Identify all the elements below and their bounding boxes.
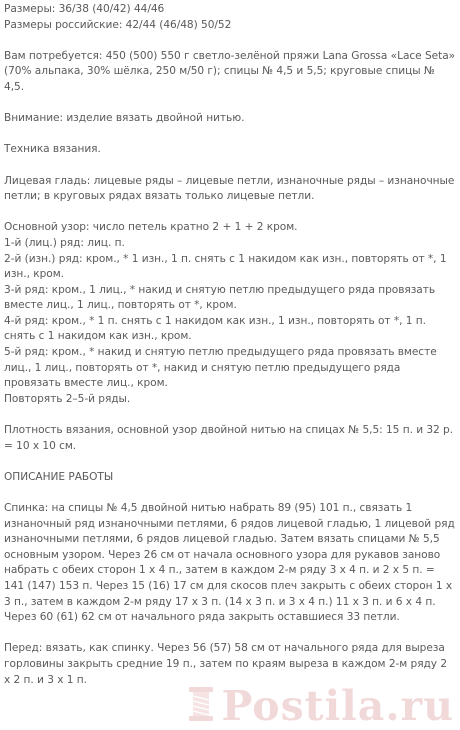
gauge-paragraph: Плотность вязания, основной узор двойной нитью на спицах № 5,5: 15 п. и 32 р. = 10 х 10 см. [4,424,454,452]
sizes-paragraph [4,2,456,33]
pattern-line: 2-й (изн.) ряд: кром., * 1 изн., 1 п. снять с 1 накидом как изн., повторять от *, 1 изн., кром. [4,252,447,281]
watermark-text: Postila.ru [221,682,454,730]
pattern-line: Повторять 2–5-й ряды. [4,392,131,405]
main-pattern-paragraph [4,220,456,407]
russian-sizes-line: Размеры российские: 42/44 (46/48) 50/52 [4,18,232,31]
pattern-line: Основной узор: число петель кратно 2 + 1 + 2 кром. [4,221,298,234]
thread-spool-icon [186,685,216,727]
front-paragraph: Перед: вязать, как спинку. Через 56 (57) 58 см от начального ряда для выреза горловины закрыть средние 19 п., затем по краям выреза в каждом 2-м ряду 2 х 2 п. и 3 х 1 п. [4,642,448,686]
pattern-line: 1-й (лиц.) ряд: лиц. п. [4,236,125,249]
pattern-line: 3-й ряд: кром., 1 лиц., * накид и снятую петлю предыдущего ряда провязать вместе лиц., 1 лиц., повторять от *, кром. [4,283,436,312]
watermark [186,682,455,730]
sizes-line: Размеры: 36/38 (40/42) 44/46 [4,3,165,15]
document-body [4,2,456,688]
attention-paragraph: Внимание: изделие вязать двойной нитью. [4,112,245,125]
back-paragraph: Спинка: на спицы № 4,5 двойной нитью набрать 89 (95) 101 п., связать 1 изнаночный ряд изнаночными петлями, 6 рядов лицевой гладью, 1 лицевой ряд изнаночными петлями, 6 рядов лицевой гладью. Затем вязать спицами № 5,5 основным узором. Через 26 см от начала основного узора для рукавов заново набрать с обеих сторон 1 х 4 п., затем в каждом 2-м ряду 3 х 4 п. и 2 х 5 п. = 141 (147) 153 п. Через 15 (16) 17 см для скосов плеч закрыть с обеих сторон 1 х 3 п., затем в каждом 2-м ряду 17 х 3 п. (14 х 3 п. и 3 х 4 п.) 11 х 3 п. и 6 х 4 п. Через 60 (61) 62 см от начального ряда закрыть оставшиеся 33 петли. [4,502,455,624]
work-description-heading: ОПИСАНИЕ РАБОТЫ [4,470,114,483]
stockinette-paragraph: Лицевая гладь: лицевые ряды – лицевые петли, изнаночные ряды – изнаночные петли; в круговых рядах вязать только лицевые петли. [4,174,455,203]
pattern-line: 4-й ряд: кром., * 1 п. снять с 1 накидом как изн., 1 изн., повторять от *, 1 п. снять с 1 накидом как изн., кром. [4,314,426,343]
technique-heading: Техника вязания. [4,143,101,156]
materials-paragraph: Вам потребуется: 450 (500) 550 г светло-зелёной пряжи Lana Grossa «Lace Seta» (70% альпака, 30% шёлка, 250 м/50 г); спицы № 4,5 и 5,5; круговые спицы № 4,5. [4,49,456,93]
pattern-line: 5-й ряд: кром., * накид и снятую петлю предыдущего ряда провязать вместе лиц., 1 лиц., повторять от *, накид и снятую петлю предыдущего ряда провязать вместе лиц., кром. [4,346,437,390]
